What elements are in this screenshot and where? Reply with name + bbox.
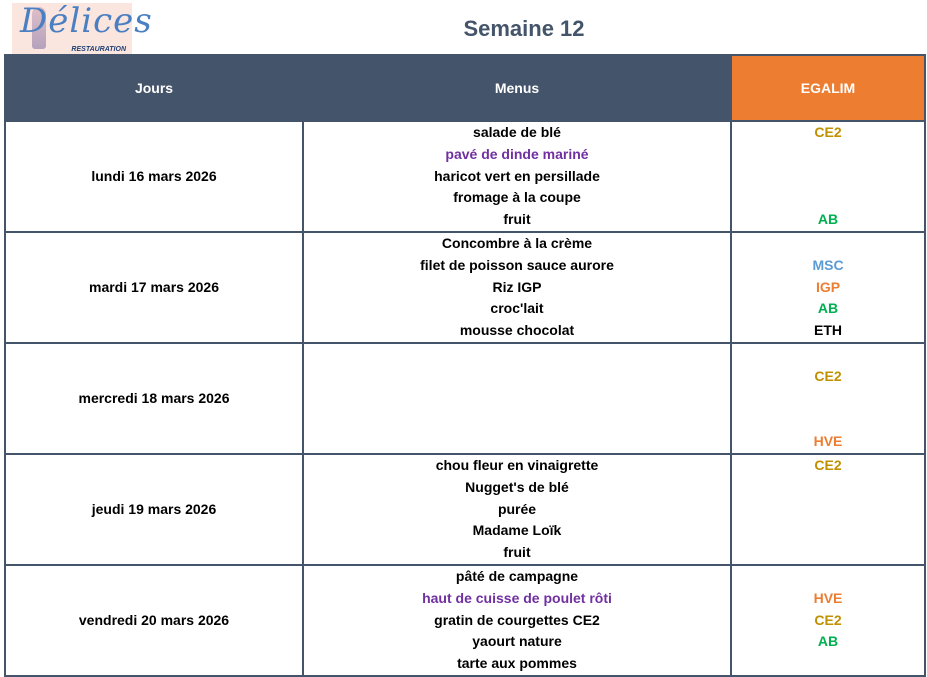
menu-cell [303, 121, 731, 232]
egalim-label [732, 499, 924, 521]
egalim-label: CE2 [814, 367, 842, 384]
menu-item: croc'lait [490, 300, 544, 317]
menu-item [304, 366, 730, 388]
menu-item: fruit [503, 544, 531, 561]
day-row [5, 121, 925, 232]
egalim-label [732, 653, 924, 675]
menu-item: Nugget's de blé [465, 478, 569, 495]
egalim-label [732, 233, 924, 255]
menu-item: yaourt nature [472, 633, 562, 650]
egalim-label [732, 477, 924, 499]
menu-item: mousse chocolat [459, 322, 575, 339]
header-egalim: EGALIM [731, 55, 925, 121]
menu-item: Riz IGP [492, 278, 542, 295]
egalim-cell [731, 343, 925, 454]
menu-item: salade de blé [473, 124, 561, 140]
egalim-label: CE2 [814, 124, 842, 140]
egalim-cell [731, 232, 925, 343]
egalim-label: CE2 [814, 456, 842, 473]
logo-tagline: RESTAURATION [71, 46, 126, 53]
day-row [5, 454, 925, 565]
menu-item: fromage à la coupe [453, 189, 581, 206]
egalim-label [732, 344, 924, 366]
egalim-label: HVE [813, 433, 843, 450]
menu-item: pavé de dinde mariné [445, 145, 589, 162]
day-label: jeudi 19 mars 2026 [5, 454, 303, 565]
menu-item: chou fleur en vinaigrette [435, 456, 599, 473]
egalim-cell [731, 121, 925, 232]
egalim-cell [731, 565, 925, 676]
egalim-label: AB [817, 300, 839, 317]
egalim-label [732, 566, 924, 588]
egalim-label [732, 144, 924, 166]
page-title: Semaine 12 [463, 16, 585, 41]
egalim-label [732, 166, 924, 188]
table-header-row [5, 55, 925, 121]
menu-item: fruit [503, 211, 531, 228]
menu-item: gratin de courgettes CE2 [434, 611, 600, 628]
menu-cell [303, 343, 731, 454]
menu-item: haut de cuisse de poulet rôti [422, 589, 612, 606]
egalim-label: AB [817, 633, 839, 650]
menu-item: haricot vert en persillade [434, 167, 600, 184]
weekly-menu-table [4, 54, 926, 677]
menu-item [304, 344, 730, 366]
menu-item [304, 388, 730, 410]
egalim-cell [731, 454, 925, 565]
day-label: lundi 16 mars 2026 [5, 121, 303, 232]
menu-cell [303, 454, 731, 565]
menu-item: Concombre à la crème [441, 234, 593, 251]
menu-item [304, 409, 730, 431]
header-jours: Jours [5, 55, 303, 121]
day-label: mardi 17 mars 2026 [5, 232, 303, 343]
egalim-label [732, 187, 924, 209]
egalim-label: HVE [813, 589, 843, 606]
egalim-label: MSC [812, 256, 844, 273]
egalim-label [732, 409, 924, 431]
menu-item: Madame Loïk [472, 522, 562, 539]
egalim-label: IGP [815, 278, 841, 295]
day-row [5, 565, 925, 676]
egalim-label: CE2 [814, 611, 842, 628]
menu-cell [303, 232, 731, 343]
day-label: mercredi 18 mars 2026 [5, 343, 303, 454]
menu-item: filet de poisson sauce aurore [420, 256, 614, 273]
menu-item: purée [497, 500, 537, 517]
egalim-label [732, 520, 924, 542]
egalim-label: AB [817, 211, 839, 228]
day-row [5, 343, 925, 454]
menu-item: tarte aux pommes [457, 655, 577, 672]
day-label: vendredi 20 mars 2026 [5, 565, 303, 676]
egalim-label: ETH [814, 322, 842, 339]
day-row [5, 232, 925, 343]
menu-cell [303, 565, 731, 676]
header-menus: Menus [303, 55, 731, 121]
egalim-label [732, 542, 924, 564]
menu-item [304, 431, 730, 453]
egalim-label [732, 388, 924, 410]
logo-brand: Délices [20, 1, 153, 41]
menu-item: pâté de campagne [455, 567, 579, 584]
